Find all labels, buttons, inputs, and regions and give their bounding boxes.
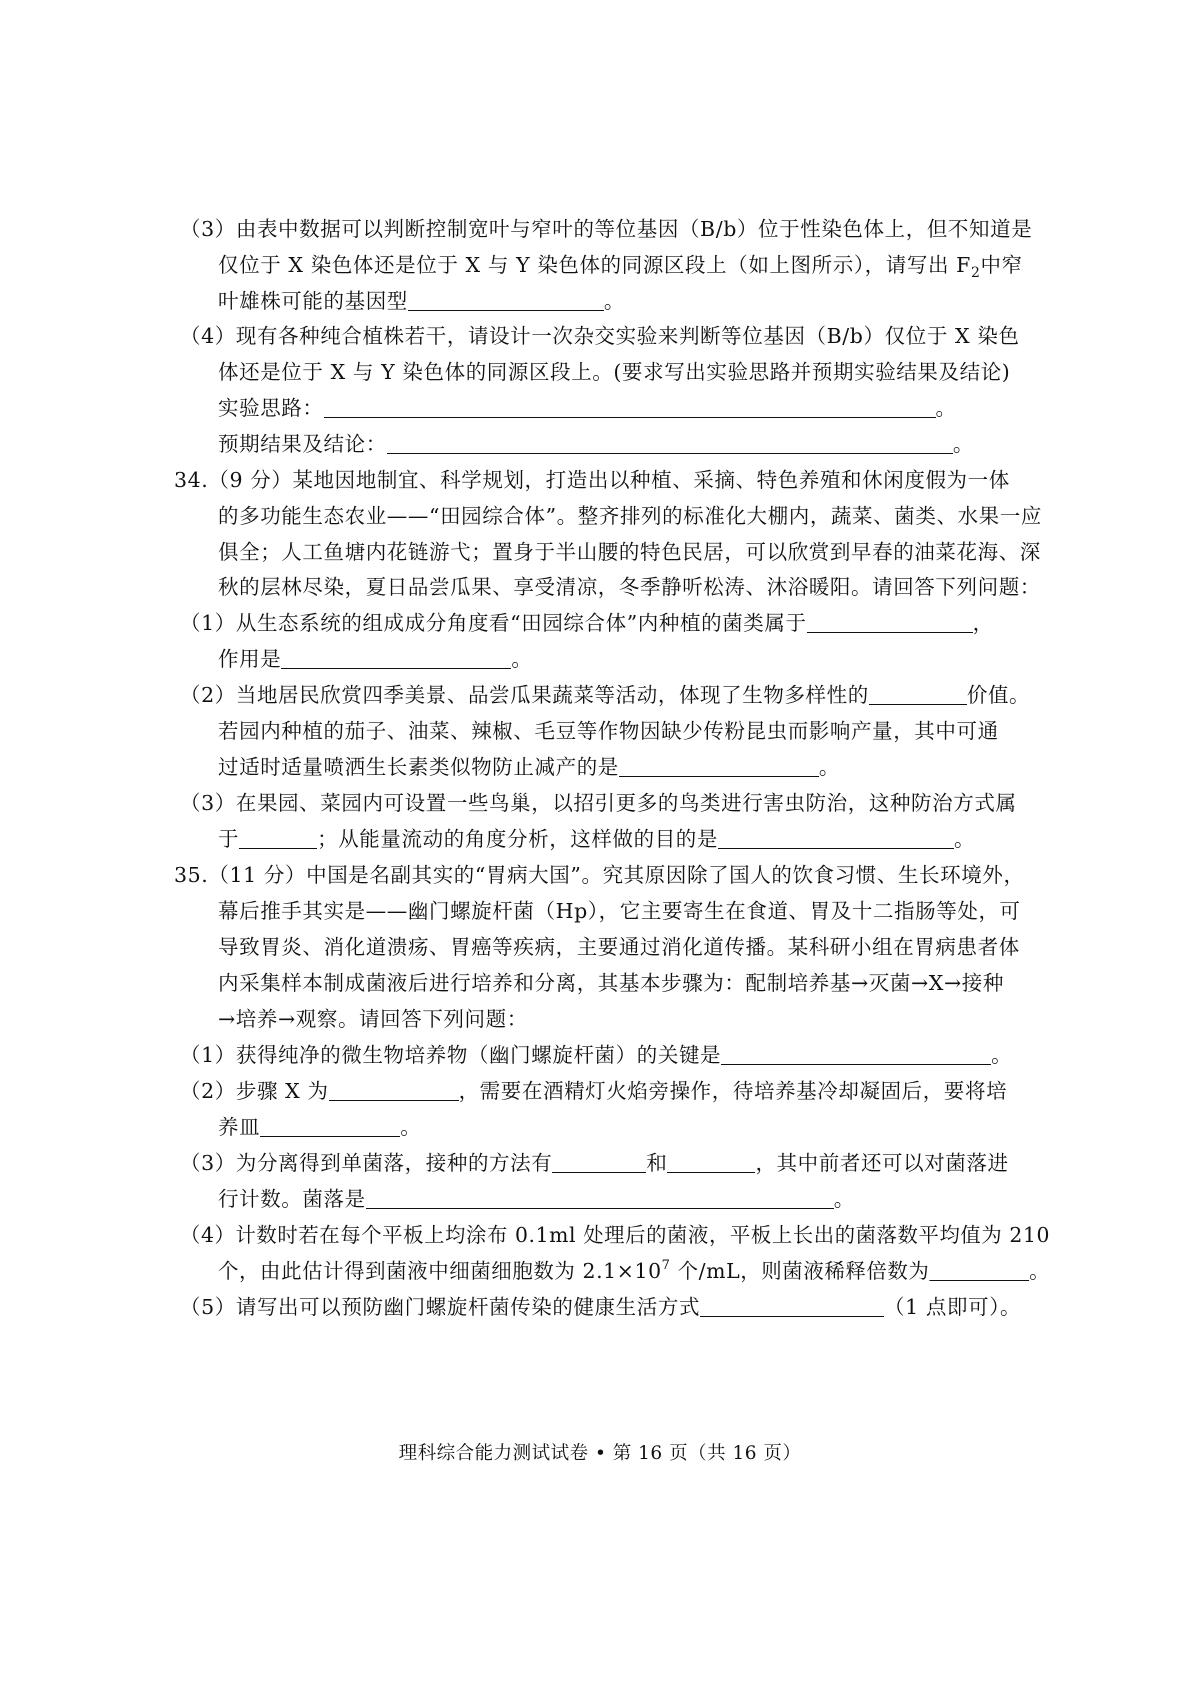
q35-p3-line1: （3）为分离得到单菌落，接种的方法有 和 ，其中前者还可以对菌落进 [180,1151,1009,1175]
q34-line3: 俱全；人工鱼塘内花链游弋；置身于半山腰的特色民居，可以欣赏到早春的油菜花海、深 [218,540,1041,564]
q35-p2-line1: （2）步骤 X 为 ，需要在酒精灯火焰旁操作，待培养基冷却凝固后，要将培 [180,1079,1008,1103]
q34-p1-line2: 作用是 。 [218,647,533,671]
page-footer: 理科综合能力测试试卷 • 第 16 页（共 16 页） [398,1443,802,1464]
q34-head: 34.（9 分）某地因地制宜、科学规划，打造出以种植、采摘、特色养殖和休闲度假为一体 [174,468,1010,492]
q34-line2: 的多功能生态农业——“田园综合体”。整齐排列的标准化大棚内，蔬菜、菌类、水果一应 [218,504,1042,528]
answer-blank[interactable] [387,431,953,454]
answer-blank[interactable] [552,1150,646,1173]
q35-p4-line2: 个，由此估计得到菌液中细菌细胞数为 $2.1\times 10^7$ 个/mL，则菌液稀释倍数为 。 [218,1258,1051,1283]
q34-line4: 秋的层林尽染，夏日品尝瓜果、享受清凉，冬季静听松涛、沐浴暖阳。请回答下列问题： [218,575,1041,599]
q33-p4-line1: （4）现有各种纯合植株若干，请设计一次杂交实验来判断等位基因（B/b）仅位于 X 染色 [180,324,1020,348]
answer-blank[interactable] [619,754,819,777]
q35-p2-line2: 养皿 。 [218,1115,422,1139]
q33-p4-line3: 实验思路： 。 [218,396,957,420]
answer-blank[interactable] [700,1294,884,1317]
answer-blank[interactable] [260,1114,400,1137]
q35-line4: 内采集样本制成菌液后进行培养和分离，其基本步骤为：配制培养基→灭菌→X→接种 [218,971,1004,995]
q35-p1-line1: （1）获得纯净的微生物培养物（幽门螺旋杆菌）的关键是 。 [180,1043,1013,1067]
q35-head: 35.（11 分）中国是名副其实的“胃病大国”。究其原因除了国人的饮食习惯、生长环境外， [174,863,1025,887]
q35-line5: →培养→观察。请回答下列问题： [218,1007,528,1031]
answer-blank[interactable] [408,288,604,311]
answer-blank[interactable] [718,826,954,849]
answer-blank[interactable] [239,826,317,849]
answer-blank[interactable] [324,395,936,418]
q33-p3-line2: 仅位于 X 染色体还是位于 X 与 Y 染色体的同源区段上（如上图所示），请写出 $F_2$中窄 [218,253,1023,281]
q34-p3-line2: 于 ；从能量流动的角度分析，这样做的目的是 。 [218,827,976,851]
q34-p2-line3: 过适时适量喷洒生长素类似物防止减产的是 。 [218,755,841,779]
q35-line2: 幕后推手其实是——幽门螺旋杆菌（Hp），它主要寄生在食道、胃及十二指肠等处，可 [218,899,1021,923]
q35-line3: 导致胃炎、消化道溃疡、胃癌等疾病，主要通过消化道传播。某科研小组在胃病患者体 [218,935,1020,959]
answer-blank[interactable] [366,1186,834,1209]
q34-p1-line1: （1）从生态系统的组成成分角度看“田园综合体”内种植的菌类属于 ， [180,611,994,635]
answer-blank[interactable] [929,1258,1029,1281]
q34-p2-line1: （2）当地居民欣赏四季美景、品尝瓜果蔬菜等活动，体现了生物多样性的 价值。 [180,683,1031,707]
q33-p3-line1: （3）由表中数据可以判断控制宽叶与窄叶的等位基因（B/b）位于性染色体上，但不知道是 [180,217,1033,241]
answer-blank[interactable] [667,1150,755,1173]
answer-blank[interactable] [807,610,973,633]
answer-blank[interactable] [281,646,511,669]
q35-p4-line1: （4）计数时若在每个平板上均涂布 0.1ml 处理后的菌液，平板上长出的菌落数平均值为 210 [180,1223,1051,1247]
answer-blank[interactable] [721,1042,991,1065]
q34-p3-line1: （3）在果园、菜园内可设置一些鸟巢，以招引更多的鸟类进行害虫防治，这种防治方式属 [180,791,1017,815]
q33-p3-line3: 叶雄株可能的基因型 。 [218,289,626,313]
q35-p3-line2: 行计数。菌落是 。 [218,1187,855,1211]
answer-blank[interactable] [869,682,967,705]
q34-p2-line2: 若园内种植的茄子、油菜、辣椒、毛豆等作物因缺少传粉昆虫而影响产量，其中可通 [218,719,999,743]
answer-blank[interactable] [329,1078,459,1101]
q33-p4-line2: 体还是位于 X 与 Y 染色体的同源区段上。(要求写出实验思路并预期实验结果及结论) [218,360,1011,384]
q33-p4-line4: 预期结果及结论： 。 [218,432,974,456]
q35-p5-line1: （5）请写出可以预防幽门螺旋杆菌传染的健康生活方式 （1 点即可）。 [180,1295,1022,1319]
